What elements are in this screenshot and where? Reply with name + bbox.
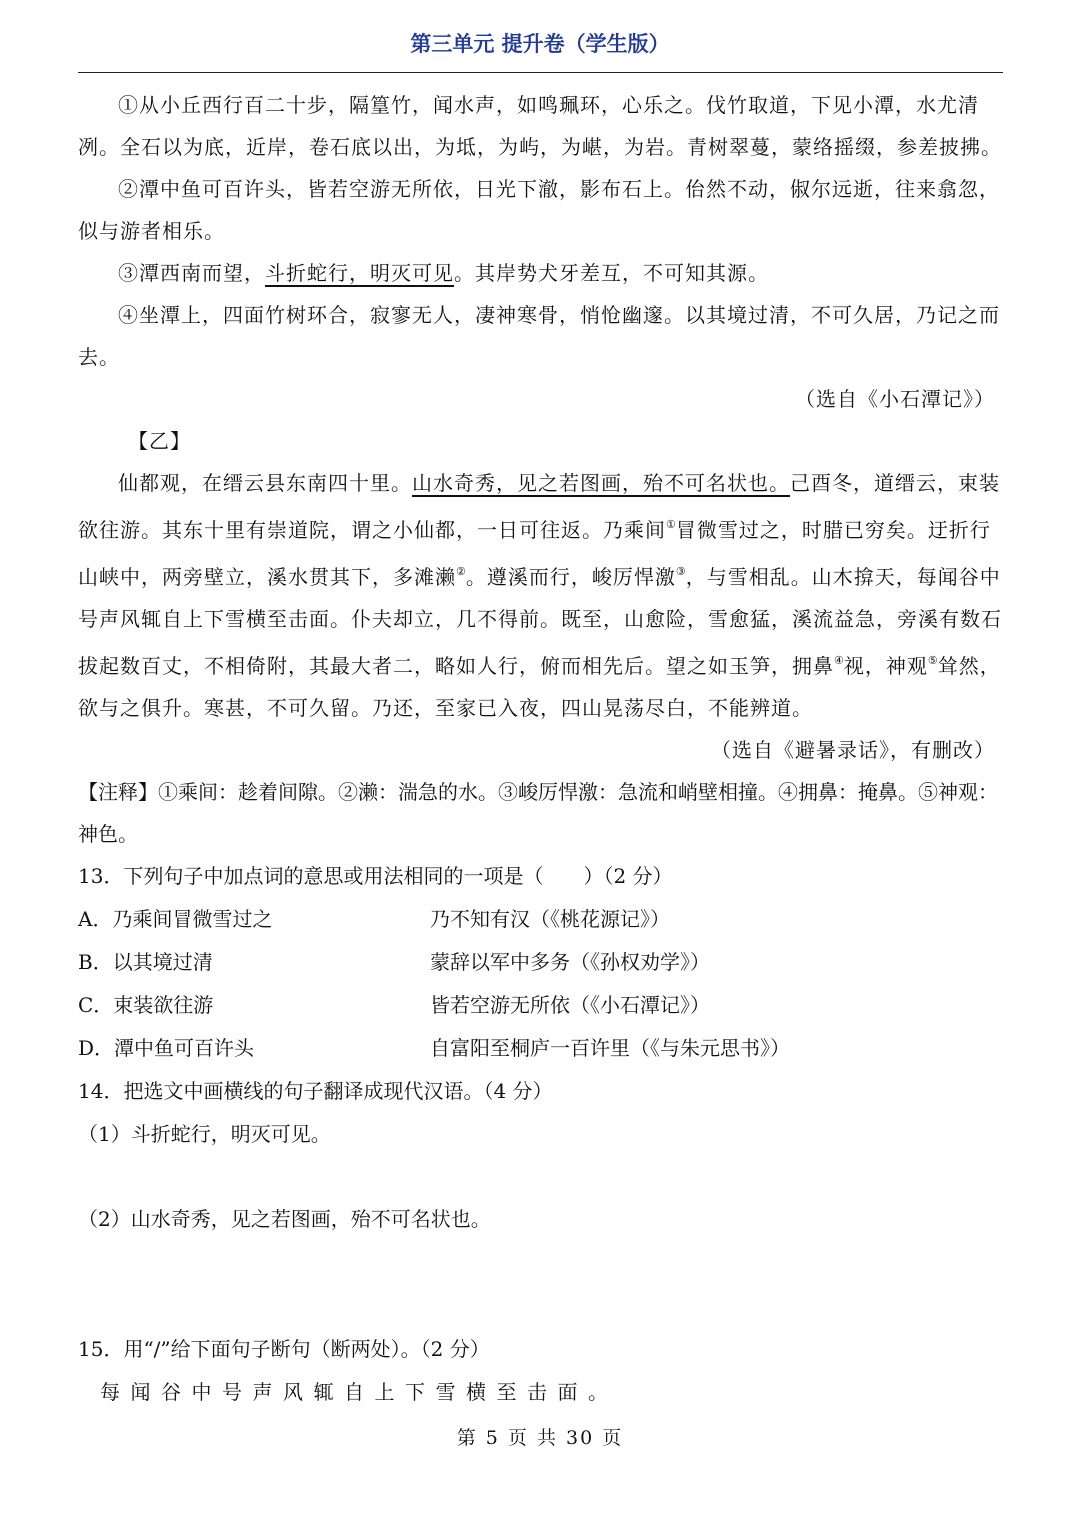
footnote-marker-1: ① [666, 518, 676, 531]
question-15-stem: 15．用“/”给下面句子断句（断两处）。（2 分） [78, 1337, 490, 1361]
yi-s6: 视，神观 [843, 654, 928, 678]
option-d [78, 1027, 1003, 1070]
page-content [78, 84, 1003, 1414]
question-14-sub-2: （2）山水奇秀，见之若图画，殆不可名状也。 [78, 1207, 491, 1231]
jia-p3-pre: ③潭西南而望， [118, 261, 265, 285]
question-14-sub-1: （1）斗折蛇行，明灭可见。 [78, 1122, 331, 1146]
question-14-stem: 14．把选文中画横线的句子翻译成现代汉语。（4 分） [78, 1079, 553, 1103]
yi-s5: ，与雪相乱。山木揜天，每闻谷中号声风辄自上下雪横至击面。仆夫却立，几不得前。既至，山愈险，雪愈猛，溪流益急，旁溪有数石拔起数百丈，不相倚附，其最大者二，略如人行，俯而相先后。望之如玉笋，拥鼻 [78, 565, 1002, 678]
yi-s2: 己酉冬，道缙云，束装欲往游。其东十里有崇道院，谓之小仙都，一日可往返。乃乘间 [78, 471, 1000, 542]
option-a [78, 898, 1003, 941]
option-a-right: 乃不知有汉（《桃花源记》） [430, 907, 670, 931]
jia-paragraph-1: ①从小丘西行百二十步，隔篁竹，闻水声，如鸣珮环，心乐之。伐竹取道，下见小潭，水尤清冽。全石以为底，近岸，卷石底以出，为坻，为屿，为嵁，为岩。青树翠蔓，蒙络摇缀，参差披拂。 [78, 93, 1002, 159]
footnote-marker-5: ⑤ [927, 654, 938, 667]
option-d-left: D．潭中鱼可百许头 [78, 1036, 255, 1060]
option-b-left: B．以其境过清 [78, 950, 213, 974]
page-header-title: 第三单元 提升卷（学生版） [410, 32, 670, 56]
option-b [78, 941, 1003, 984]
option-c [78, 984, 1003, 1027]
page-number: 第 5 页 共 30 页 [456, 1427, 624, 1449]
yi-underlined-sentence: 山水奇秀，见之若图画，殆不可名状也。 [412, 471, 790, 495]
yi-label: 【乙】 [128, 429, 191, 453]
jia-paragraph-3 [78, 252, 1003, 294]
option-d-right: 自富阳至桐庐一百许里（《与朱元思书》） [430, 1036, 790, 1060]
answer-space-14-2 [78, 1241, 1003, 1328]
option-c-right: 皆若空游无所依（《小石潭记》） [430, 993, 710, 1017]
footnote-marker-2: ② [456, 565, 466, 578]
footnote-marker-4: ④ [834, 654, 844, 667]
yi-s1: 仙都观，在缙云县东南四十里。 [118, 471, 412, 495]
jia-paragraph-4: ④坐潭上，四面竹树环合，寂寥无人，凄神寒骨，悄怆幽邃。以其境过清，不可久居，乃记之而去。 [78, 303, 1000, 369]
jia-source: （选自《小石潭记》） [795, 387, 995, 411]
header-divider [78, 72, 1003, 73]
jia-paragraph-2: ②潭中鱼可百许头，皆若空游无所依，日光下澈，影布石上。佁然不动，俶尔远逝，往来翕忽，似与游者相乐。 [78, 177, 1000, 243]
option-c-left: C．束装欲往游 [78, 993, 214, 1017]
jia-p3-underlined-sentence: 斗折蛇行，明灭可见 [265, 261, 454, 285]
answer-space-14-1 [78, 1156, 1003, 1198]
question-13-stem: 13．下列句子中加点词的意思或用法相同的一项是（ ）（2 分） [78, 864, 673, 888]
option-b-right: 蒙辞以军中多务（《孙权劝学》） [430, 950, 710, 974]
option-a-left: A．乃乘间冒微雪过之 [78, 907, 273, 931]
yi-paragraph [78, 462, 1003, 729]
annotations: 【注释】①乘间：趁着间隙。②濑：湍急的水。③峻厉悍激：急流和峭壁相撞。④拥鼻：掩鼻。⑤神观：神色。 [78, 780, 998, 846]
yi-source: （选自《避暑录话》，有删改） [711, 738, 995, 762]
yi-s7: 耸然，欲与之俱升。寒甚，不可久留。乃还，至家已入夜，四山晃荡尽白，不能辨道。 [78, 654, 1001, 720]
yi-s3: 冒微雪过之，时腊已穷矣。迂折行山峡中，两旁壁立，溪水贯其下，多滩濑 [78, 518, 991, 589]
question-15-sentence: 每闻谷中号声风辄自上下雪横至击面。 [100, 1380, 619, 1404]
footnote-marker-3: ③ [675, 565, 686, 578]
jia-p3-post: 。其岸势犬牙差互，不可知其源。 [454, 261, 769, 285]
yi-s4: 。遵溪而行，峻厉悍激 [465, 565, 676, 589]
